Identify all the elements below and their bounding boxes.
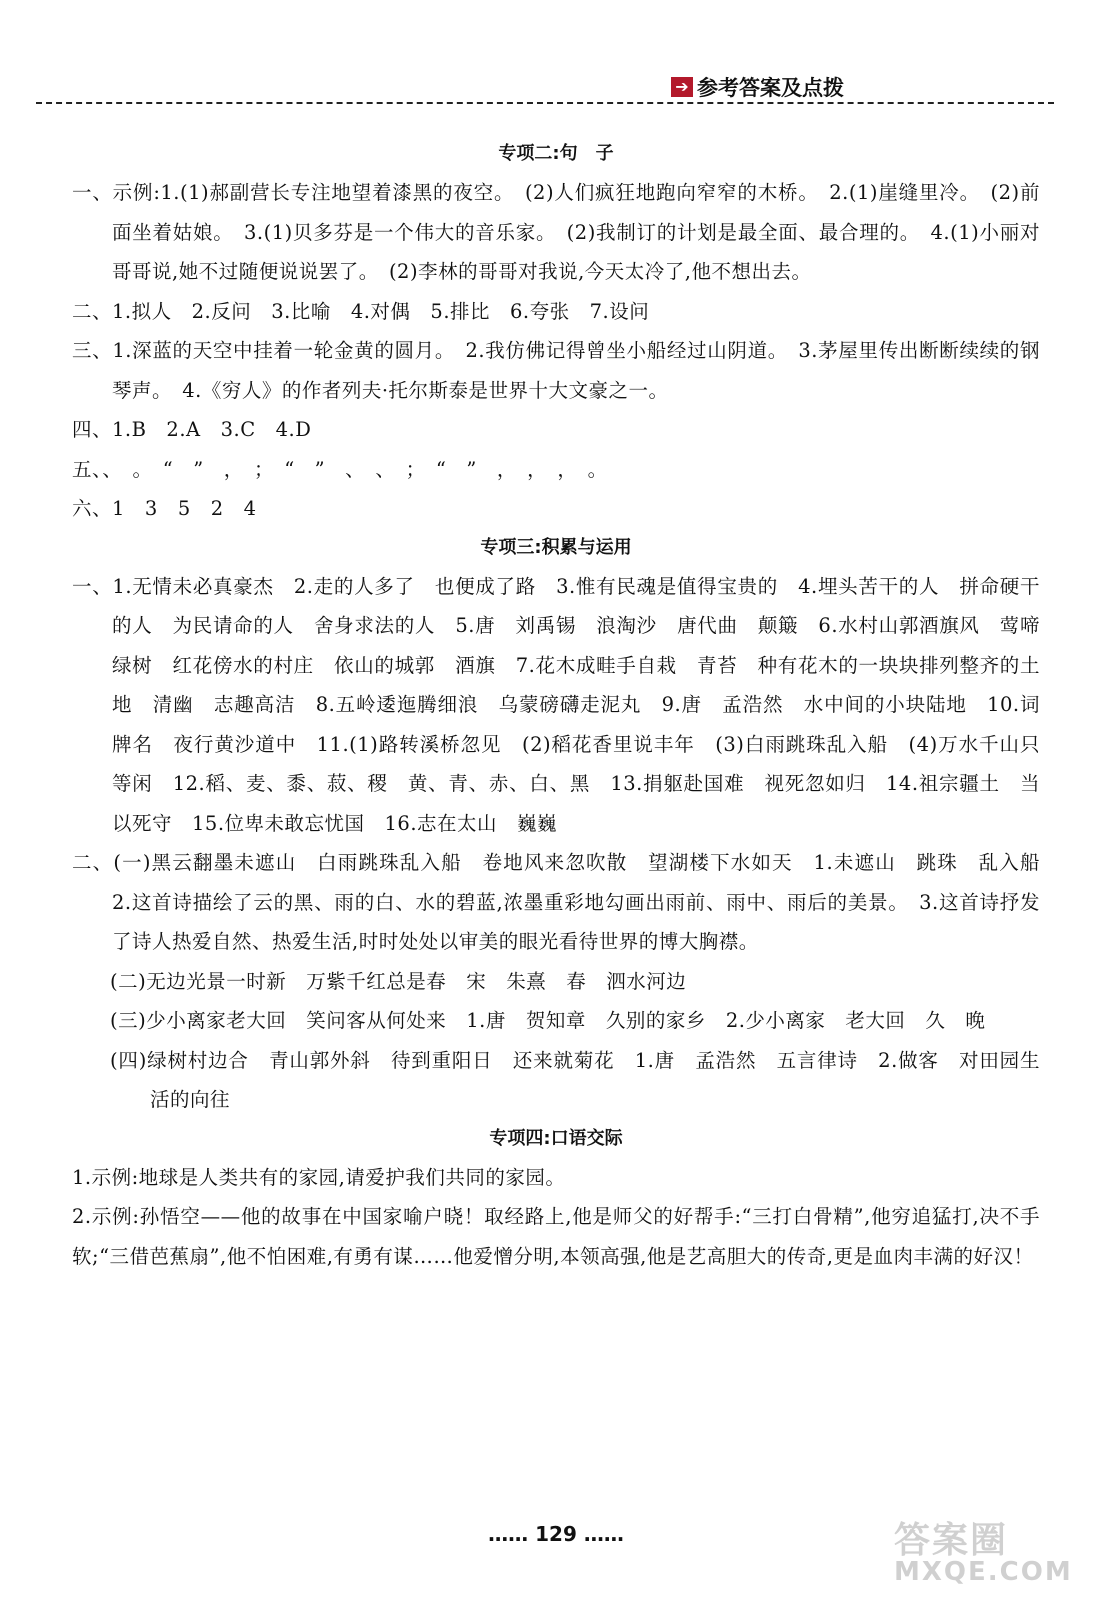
watermark-sub: MXQE.COM <box>894 1557 1073 1587</box>
answer-paragraph: 二、(一)黑云翻墨未遮山 白雨跳珠乱入船 卷地风来忽吹散 望湖楼下水如天 1.未遮山 跳珠 乱入船 2.这首诗描绘了云的黑、雨的白、水的碧蓝,浓墨重彩地勾画出雨前、雨中、雨后的美景。 3.这首诗抒发了诗人热爱自然、热爱生活,时时处处以审美的眼光看待世界的博大胸襟。 <box>72 851 1061 953</box>
section-accumulation <box>72 533 1061 1120</box>
answer-paragraph: 六、1 3 5 2 4 <box>72 497 257 520</box>
header-divider <box>36 102 1054 104</box>
section-title: 专项二:句 子 <box>498 143 614 164</box>
header-title <box>671 72 844 102</box>
page-number: …… 129 …… <box>488 1522 624 1546</box>
section-title: 专项三:积累与运用 <box>480 536 632 558</box>
answer-paragraph: 二、1.拟人 2.反问 3.比喻 4.对偶 5.排比 6.夸张 7.设问 <box>72 299 650 323</box>
answer-paragraph: 1.示例:地球是人类共有的家园,请爱护我们共同的家园。 <box>72 1165 566 1189</box>
answer-paragraph: 三、1.深蓝的天空中挂着一轮金黄的圆月。 2.我仿佛记得曾坐小船经过山阴道。 3.茅屋里传出断断续续的钢琴声。 4.《穷人》的作者列夫·托尔斯泰是世界十大文豪之一。 <box>72 339 1040 402</box>
poem-subsections <box>72 962 1040 1120</box>
answer-paragraph: 一、1.无情未必真豪杰 2.走的人多了 也便成了路 3.惟有民魂是值得宝贵的 4.埋头苦干的人 拼命硬干的人 为民请命的人 舍身求法的人 5.唐 刘禹锡 浪淘沙 唐代曲 颠簸 6.水村山郭酒旗风 莺啼 绿树 红花傍水的村庄 依山的城郭 酒旗 7.花木成畦手自栽 青苔 种有花木的一块块排列整齐的土地 清幽 志趣高洁 8.五岭逶迤腾细浪 乌蒙磅礴走泥丸 9.唐 孟浩然 水中间的小块陆地 10.词牌名 夜行黄沙道中 11.(1)路转溪桥忽见 (2)稻花香里说丰年 (3)白雨跳珠乱入船 (4)万水千山只等闲 12.稻、麦、黍、菽、稷 黄、青、赤、白、黑 13.捐躯赴国难 视死忽如归 14.祖宗疆土 当以死守 15.位卑未敢忘忧国 16.志在太山 巍巍 <box>72 574 1061 835</box>
answer-content <box>72 135 1061 1276</box>
answer-paragraph: 五、、 。 “ ” ， ； “ ” 、 、 ； “ ” ， ， ， 。 <box>72 457 608 481</box>
answer-paragraph: (三)少小离家老大回 笑问客从何处来 1.唐 贺知章 久别的家乡 2.少小离家 老大回 久 晚 <box>110 1009 986 1032</box>
watermark-logo <box>894 1512 1094 1587</box>
section-sentences <box>72 139 1040 529</box>
answer-paragraph: 四、1.B 2.A 3.C 4.D <box>72 418 312 441</box>
arrow-right-icon: ➔ <box>671 77 693 97</box>
answer-paragraph: (四)绿树村边合 青山郭外斜 待到重阳日 还来就菊花 1.唐 孟浩然 五言律诗 2.做客 对田园生活的向往 <box>110 1048 1040 1111</box>
section-title: 专项四:口语交际 <box>489 1127 623 1149</box>
answer-paragraph: (二)无边光景一时新 万紫千红总是春 宋 朱熹 春 泗水河边 <box>110 969 687 993</box>
answer-paragraph: 2.示例:孙悟空——他的故事在中国家喻户晓！取经路上,他是师父的好帮手:“三打白骨精”,他穷追猛打,决不手软;“三借芭蕉扇”,他不怕困难,有勇有谋……他爱憎分明,本领高强,他是艺高胆大的传奇,更是血肉丰满的好汉！ <box>72 1205 1040 1268</box>
header-title-text: 参考答案及点拨 <box>697 76 844 100</box>
answer-paragraph: 一、示例:1.(1)郝副营长专注地望着漆黑的夜空。 (2)人们疯狂地跑向窄窄的木桥。 2.(1)崖缝里冷。 (2)前面坐着姑娘。 3.(1)贝多芬是一个伟大的音乐家。 (2)我制订的计划是最全面、最合理的。 4.(1)小丽对哥哥说,她不过随便说说罢了。 (2)李林的哥哥对我说,今天太冷了,他不想出去。 <box>72 181 1040 283</box>
watermark-main: 答案圈 <box>894 1520 1009 1561</box>
page-header <box>36 70 1054 110</box>
section-oral <box>72 1124 1040 1277</box>
